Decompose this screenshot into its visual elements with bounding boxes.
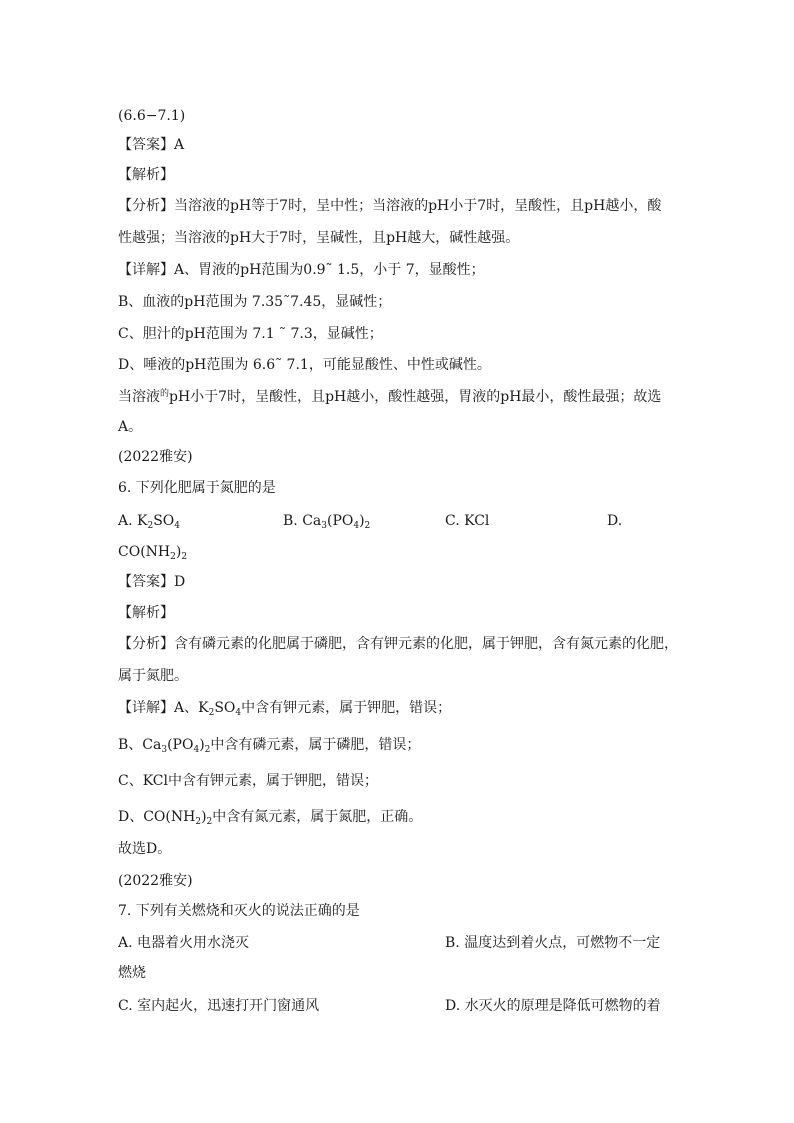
q6-fenxi-line-2: 属于氮肥。	[118, 668, 188, 684]
conclusion-end: A。	[118, 419, 143, 435]
q6-detail-b: B、$Ca_3(PO_4)_2$中含有磷元素，属于磷肥，错误；	[118, 737, 421, 755]
q6-option-d: D.	[607, 513, 623, 529]
q6-detail-a: 【详解】A、$K_2SO_4$中含有钾元素，属于钾肥，错误；	[118, 700, 452, 718]
fenxi-line-1: 【分析】当溶液的pH等于7时，呈中性；当溶液的pH小于7时，呈酸性，且pH越小，酸	[118, 198, 662, 214]
q6-analysis-heading: 【解析】	[118, 605, 174, 621]
q7-stem: 7. 下列有关燃烧和灭火的说法正确的是	[118, 903, 360, 919]
q7-option-a: A. 电器着火用水浇灭	[118, 935, 250, 951]
ph-range-line: (6.6−7.1)	[118, 108, 186, 124]
q7-source: (2022雅安)	[118, 873, 193, 889]
xiangjie-b: B、血液的pH范围为 7.35˜7.45，显碱性；	[118, 294, 392, 310]
fenxi-line-2: 性越强；当溶液的pH大于7时，呈碱性，且pH越大，碱性越强。	[118, 230, 520, 246]
q6-option-c: C. KCl	[445, 513, 490, 529]
q6-fenxi-line-1: 【分析】含有磷元素的化肥属于磷肥，含有钾元素的化肥，属于钾肥，含有氮元素的化肥，	[118, 636, 678, 652]
conclusion-pre: 当溶液	[118, 389, 160, 405]
q6-final: 故选D。	[118, 841, 172, 857]
q7-option-b-cont: 燃烧	[118, 965, 146, 981]
q6-detail-c: C、KCl中含有钾元素，属于钾肥，错误；	[118, 773, 378, 789]
q6-stem: 6. 下列化肥属于氮肥的是	[118, 480, 276, 496]
q6-answer: 【答案】D	[118, 574, 186, 590]
conclusion-de: 的	[160, 389, 170, 399]
conclusion-line	[118, 388, 661, 406]
q6-option-d-formula: $CO(NH_2)_2$	[118, 544, 188, 562]
xiangjie-c: C、胆汁的pH范围为 7.1 ˜ 7.3，显碱性；	[118, 326, 383, 342]
q6-detail-d: D、$CO(NH_2)_2$中含有氮元素，属于氮肥，正确。	[118, 809, 423, 827]
answer-line: 【答案】A	[118, 137, 185, 153]
q6-option-b: B. $Ca_3(PO_4)_2$	[283, 513, 371, 531]
conclusion-post: pH小于7时，呈酸性，且pH越小，酸性越强，胃液的pH最小，酸性最强；故选	[169, 389, 662, 405]
q7-option-d: D. 水灭火的原理是降低可燃物的着	[445, 998, 661, 1014]
q7-option-c: C. 室内起火，迅速打开门窗通风	[118, 998, 320, 1014]
q6-option-a: A. $K_2SO_4$	[118, 513, 181, 531]
q7-option-b: B. 温度达到着火点，可燃物不一定	[445, 935, 661, 951]
q6-source: (2022雅安)	[118, 449, 193, 465]
analysis-heading: 【解析】	[118, 167, 174, 183]
xiangjie-d: D、唾液的pH范围为 6.6˜ 7.1，可能显酸性、中性或碱性。	[118, 357, 491, 373]
xiangjie-a: 【详解】A、胃液的pH范围为0.9˜ 1.5，小于 7，显酸性；	[118, 262, 485, 278]
